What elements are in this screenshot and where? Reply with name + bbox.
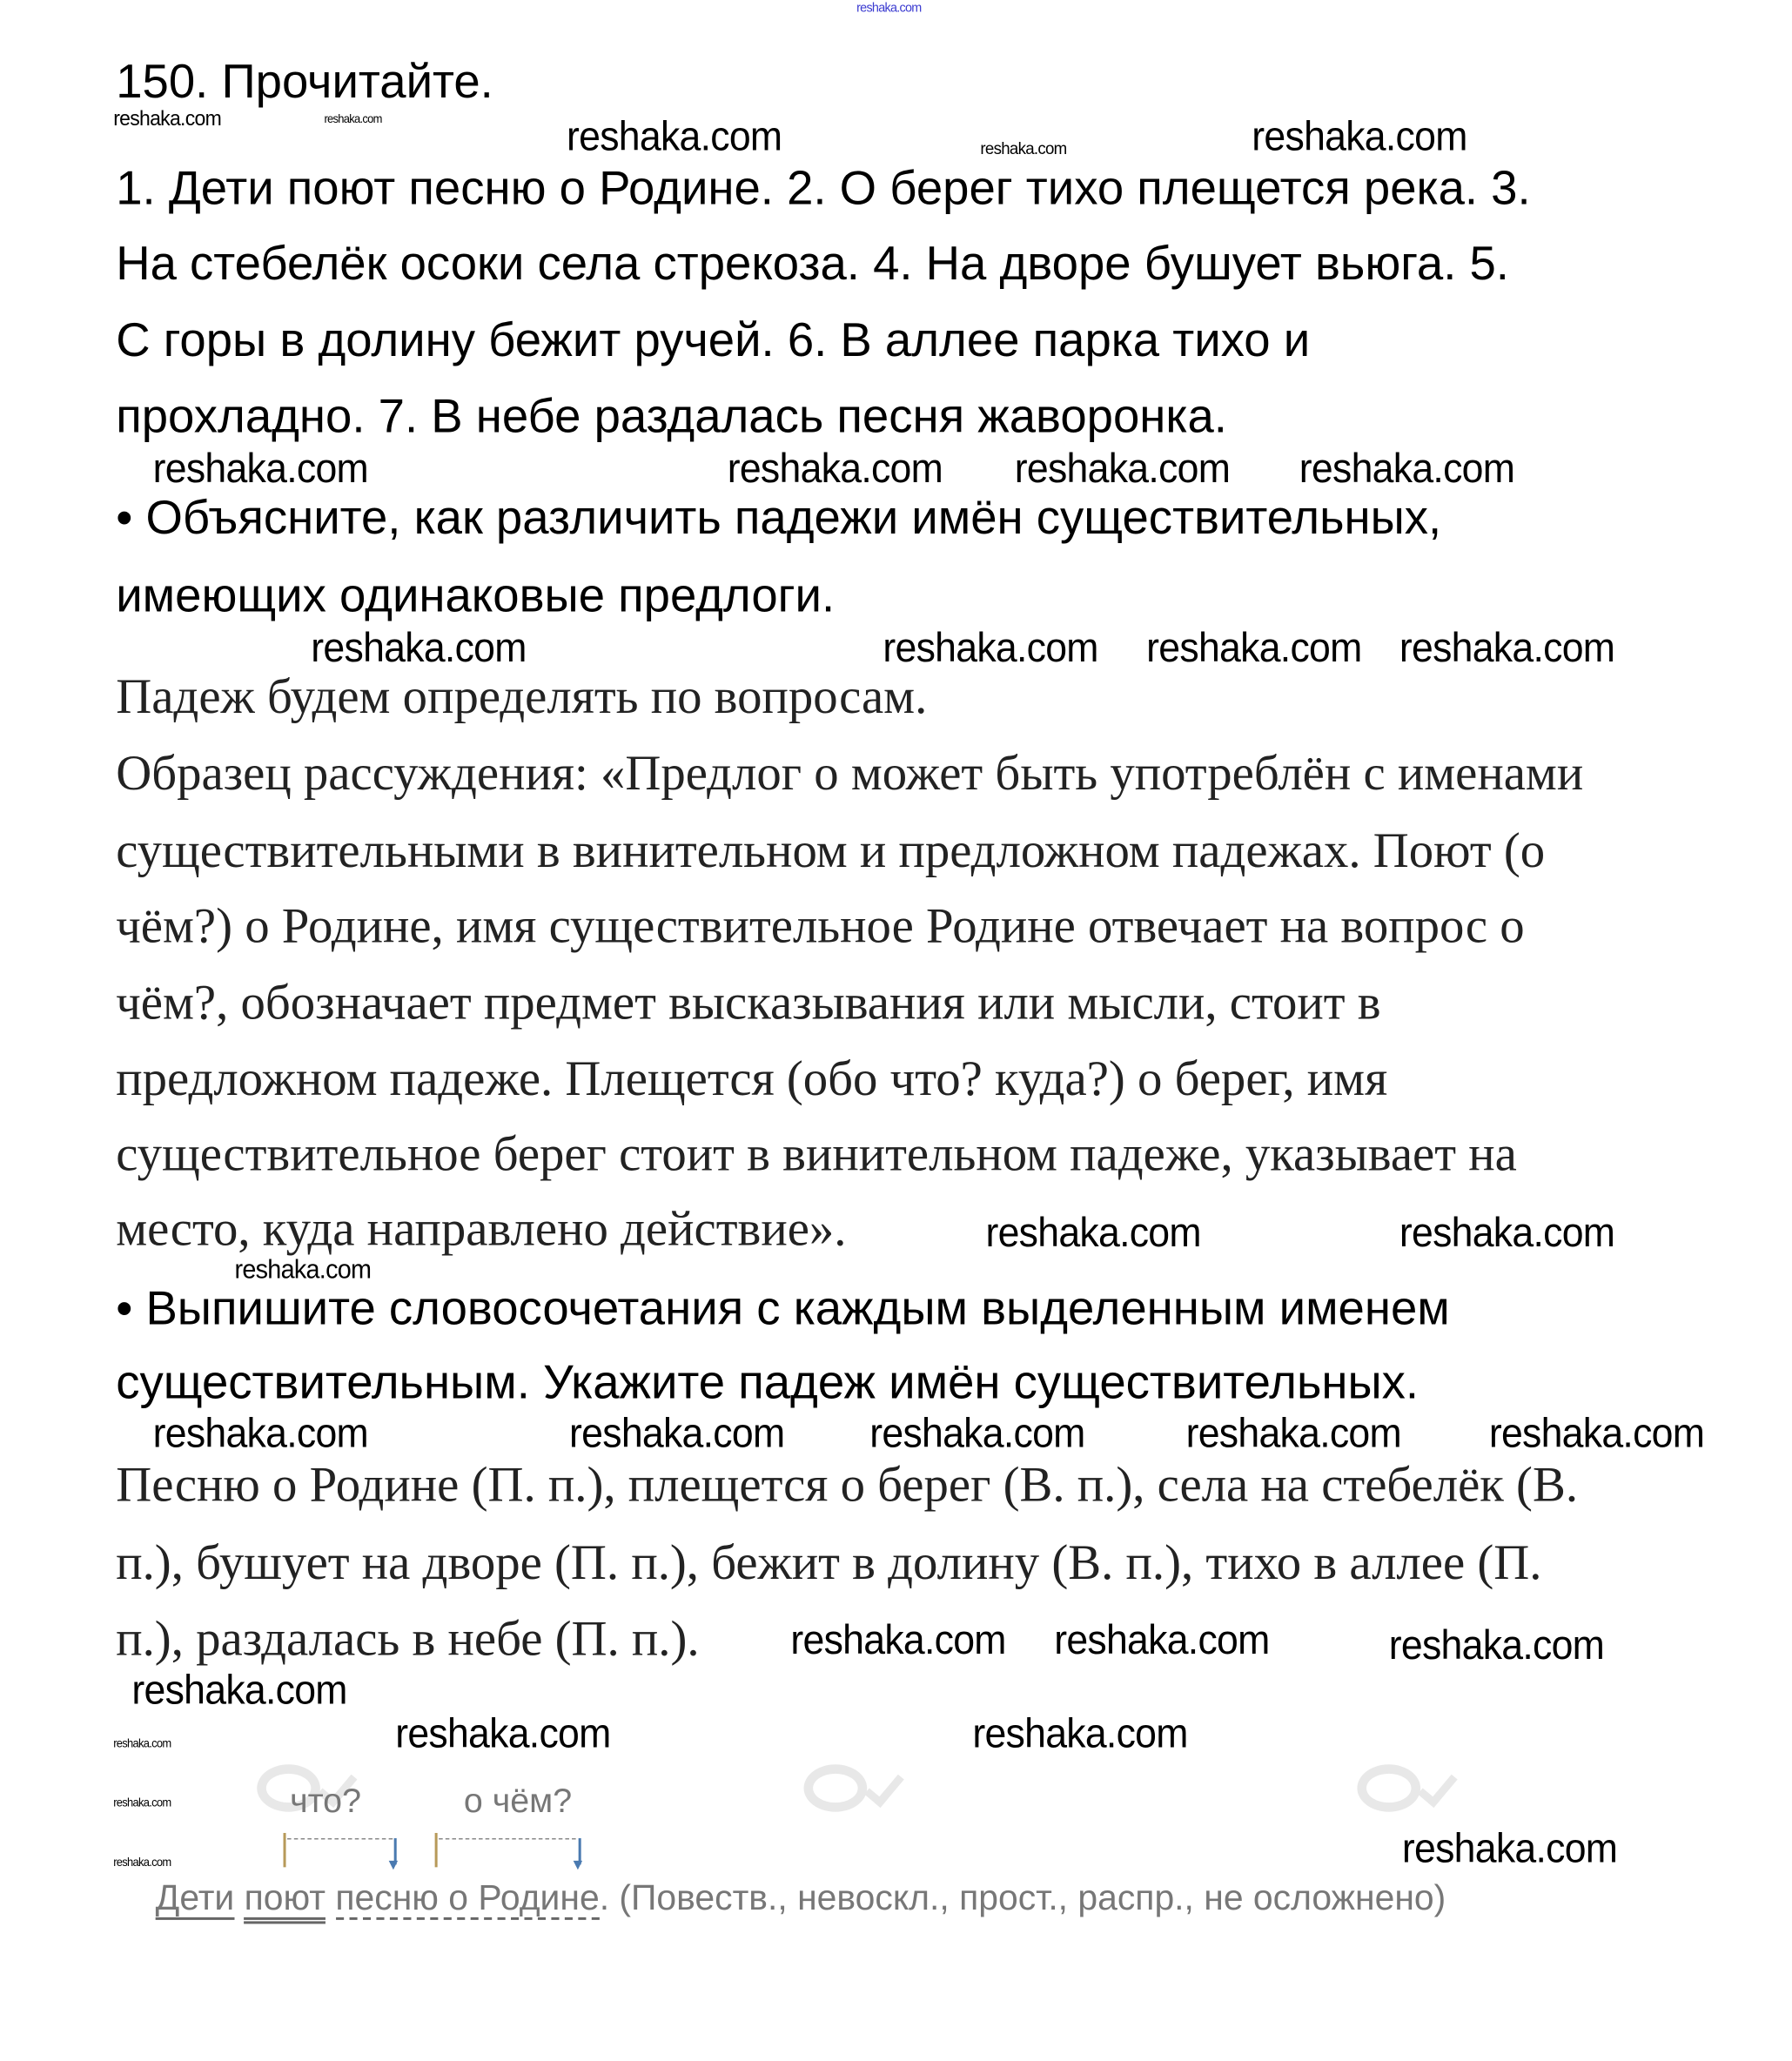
answer-line: место, куда направлено действие». xyxy=(116,1203,847,1258)
watermark: reshaka.com xyxy=(113,1796,171,1809)
watermark: reshaka.com xyxy=(1399,624,1615,671)
background-watermark-icon xyxy=(1357,1764,1420,1812)
object-phrase: песню о Родине xyxy=(335,1877,599,1919)
task-line: существительным. Укажите падеж имён существительных. xyxy=(116,1354,1420,1409)
answer-line: предложном падеже. Плещется (обо что? куда?) о берег, имя xyxy=(116,1052,1388,1107)
watermark: reshaka.com xyxy=(152,445,368,492)
watermark: reshaka.com xyxy=(972,1710,1188,1757)
arrow-line xyxy=(435,1833,438,1867)
watermark: reshaka.com xyxy=(1401,1824,1618,1871)
predicate-word: поют xyxy=(245,1877,326,1923)
watermark: reshaka.com xyxy=(980,138,1067,158)
subject-word: Дети xyxy=(156,1877,235,1919)
exercise-line: С горы в долину бежит ручей. 6. В аллее парка тихо и xyxy=(116,312,1311,366)
watermark: reshaka.com xyxy=(1299,445,1515,492)
watermark: reshaka.com xyxy=(790,1616,1006,1663)
exercise-line: На стебелёк осоки села стрекоза. 4. На дворе бушует вьюга. 5. xyxy=(116,236,1509,291)
watermark: reshaka.com xyxy=(1488,1409,1705,1456)
watermark: reshaka.com xyxy=(113,108,222,131)
task-line: • Выпишите словосочетания с каждым выделенным именем xyxy=(116,1280,1450,1335)
arrow-dash xyxy=(439,1838,575,1840)
watermark: reshaka.com xyxy=(234,1255,372,1286)
watermark: reshaka.com xyxy=(883,624,1098,671)
watermark: reshaka.com xyxy=(727,445,943,492)
watermark: reshaka.com xyxy=(1185,1409,1401,1456)
question-label: что? xyxy=(290,1780,361,1820)
arrow-down-icon: ▾ xyxy=(573,1855,583,1876)
answer-line: чём?) о Родине, имя существительное Родине отвечает на вопрос о xyxy=(116,900,1525,955)
watermark: reshaka.com xyxy=(1399,1209,1615,1256)
watermark: reshaka.com xyxy=(1388,1621,1605,1668)
watermark: reshaka.com xyxy=(1014,445,1231,492)
watermark: reshaka.com xyxy=(152,1409,368,1456)
watermark: reshaka.com xyxy=(1146,624,1362,671)
watermark: reshaka.com xyxy=(567,113,782,160)
question-label: о чём? xyxy=(463,1780,573,1820)
watermark: reshaka.com xyxy=(1252,113,1467,160)
task-line: • Объясните, как различить падежи имён существительных, xyxy=(116,490,1442,545)
arrow-down-icon: ▾ xyxy=(388,1855,399,1876)
watermark: reshaka.com xyxy=(985,1209,1201,1256)
parsed-sentence xyxy=(155,1877,1446,1917)
answer-line: чём?, обозначает предмет высказывания или мысли, стоит в xyxy=(116,976,1381,1030)
answer-line: Песню о Родине (П. п.), плещется о берег (В. п.), села на стебелёк (В. xyxy=(116,1458,1579,1514)
watermark: reshaka.com xyxy=(395,1710,611,1757)
watermark: reshaka.com xyxy=(113,1736,171,1750)
answer-line: существительное берег стоит в винительном падеже, указывает на xyxy=(116,1127,1517,1183)
watermark: reshaka.com xyxy=(869,1409,1085,1456)
sentence-characteristics: . (Повеств., невоскл., прост., распр., не осложнено) xyxy=(599,1877,1446,1917)
watermark: reshaka.com xyxy=(324,111,382,125)
arrow-line xyxy=(284,1833,286,1867)
watermark: reshaka.com xyxy=(856,1,922,17)
answer-line: Падеж будем определять по вопросам. xyxy=(116,670,928,725)
answer-line: п.), бушует на дворе (П. п.), бежит в долину (В. п.), тихо в аллее (П. xyxy=(116,1536,1542,1591)
arrow-dash xyxy=(287,1838,393,1840)
exercise-line: 1. Дети поют песню о Родине. 2. О берег тихо плещется река. 3. xyxy=(116,160,1531,215)
watermark: reshaka.com xyxy=(311,624,527,671)
background-watermark-icon xyxy=(804,1764,868,1812)
exercise-title: 150. Прочитайте. xyxy=(116,54,493,109)
task-line: имеющих одинаковые предлоги. xyxy=(116,567,836,622)
watermark: reshaka.com xyxy=(131,1667,347,1714)
answer-line: существительными в винительном и предложном падежах. Поют (о xyxy=(116,824,1546,879)
watermark: reshaka.com xyxy=(569,1409,785,1456)
answer-line: Образец рассуждения: «Предлог о может быть употреблён с именами xyxy=(116,747,1584,802)
watermark: reshaka.com xyxy=(113,1855,171,1869)
answer-line: п.), раздалась в небе (П. п.). xyxy=(116,1613,700,1668)
watermark: reshaka.com xyxy=(1054,1616,1270,1663)
exercise-line: прохладно. 7. В небе раздалась песня жаворонка. xyxy=(116,388,1227,443)
